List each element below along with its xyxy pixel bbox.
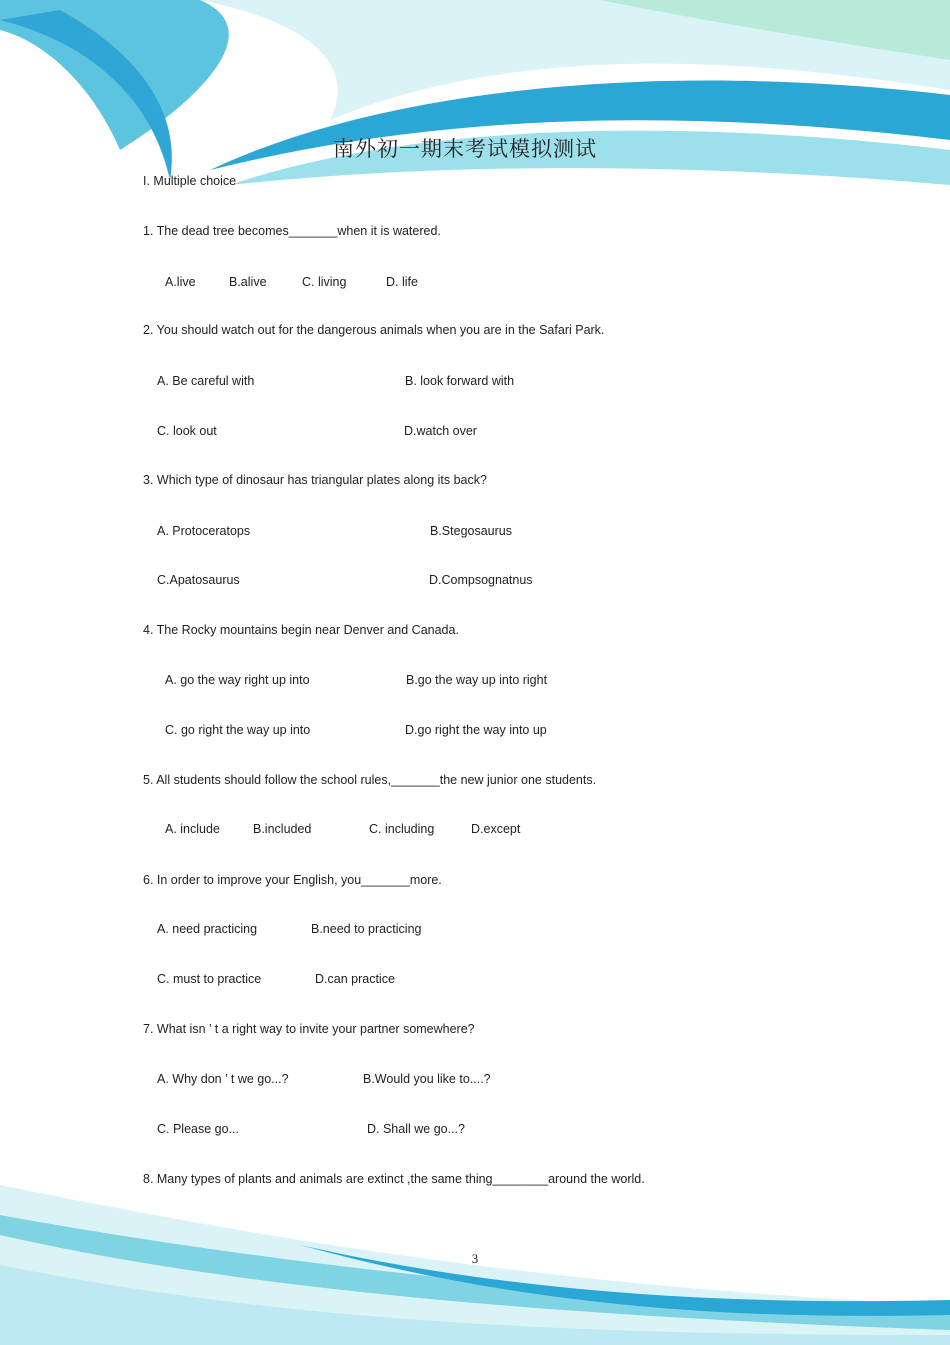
question-1-stem: 1. The dead tree becomes_______when it is watered. (143, 224, 441, 238)
question-2-option-a: A. Be careful with (157, 374, 255, 388)
question-5-option-c: C. including (369, 822, 435, 836)
question-4-stem: 4. The Rocky mountains begin near Denver and Canada. (143, 623, 459, 637)
document-title: 南外初一期末考试模拟测试 (333, 137, 597, 161)
question-6-stem: 6. In order to improve your English, you_______more. (143, 873, 442, 887)
question-2-stem: 2. You should watch out for the dangerous animals when you are in the Safari Park. (143, 323, 605, 337)
section-heading: I. Multiple choice (143, 174, 237, 188)
question-6-option-a: A. need practicing (157, 922, 258, 936)
question-3-stem: 3. Which type of dinosaur has triangular plates along its back? (143, 473, 487, 487)
question-4-option-d: D.go right the way into up (405, 723, 547, 737)
question-7-stem: 7. What isn ’ t a right way to invite your partner somewhere? (143, 1022, 475, 1036)
question-4-option-b: B.go the way up into right (406, 673, 548, 687)
question-7-option-b: B.Would you like to....? (363, 1072, 491, 1086)
question-1-option-a: A.live (165, 275, 196, 289)
question-2-option-b: B. look forward with (405, 374, 515, 388)
question-7-option-c: C. Please go... (157, 1122, 239, 1136)
question-3-option-d: D.Compsognatnus (429, 573, 533, 587)
question-1-option-d: D. life (386, 275, 418, 289)
question-3-option-b: B.Stegosaurus (430, 524, 512, 538)
header-wave-decoration (0, 0, 950, 200)
question-8-stem: 8. Many types of plants and animals are extinct ,the same thing________around the world. (143, 1172, 645, 1186)
question-4-option-c: C. go right the way up into (165, 723, 311, 737)
question-5-option-d: D.except (471, 822, 521, 836)
question-1-option-c: C. living (302, 275, 347, 289)
question-7-option-d: D. Shall we go...? (367, 1122, 465, 1136)
question-3-option-c: C.Apatosaurus (157, 573, 240, 587)
question-5-option-a: A. include (165, 822, 220, 836)
question-5-stem: 5. All students should follow the school rules,_______the new junior one students. (143, 773, 597, 787)
question-6-option-c: C. must to practice (157, 972, 262, 986)
question-3-option-a: A. Protoceratops (157, 524, 251, 538)
question-6-option-d: D.can practice (315, 972, 395, 986)
question-1-option-b: B.alive (229, 275, 267, 289)
question-5-option-b: B.included (253, 822, 312, 836)
question-4-option-a: A. go the way right up into (165, 673, 310, 687)
question-7-option-a: A. Why don ’ t we go...? (157, 1072, 289, 1086)
question-2-option-d: D.watch over (404, 424, 477, 438)
page-number: 3 (471, 1251, 479, 1266)
question-2-option-c: C. look out (157, 424, 217, 438)
question-6-option-b: B.need to practicing (311, 922, 422, 936)
